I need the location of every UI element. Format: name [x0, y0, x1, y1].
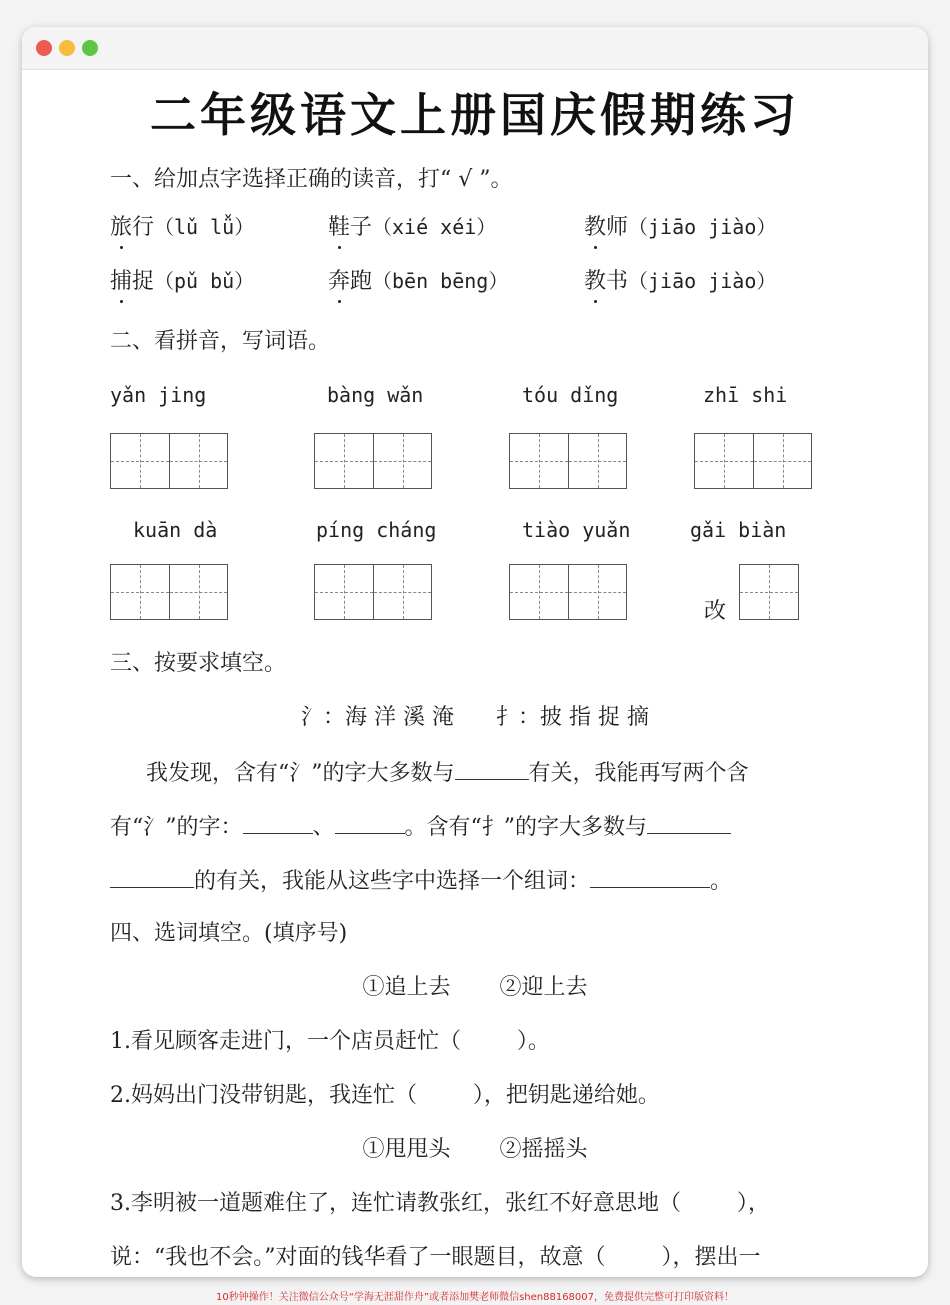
answer-blank[interactable]	[335, 811, 405, 834]
writing-grid[interactable]	[314, 564, 432, 620]
writing-grid[interactable]	[739, 564, 799, 620]
answer-blank[interactable]	[647, 811, 731, 834]
emphasis-dot	[120, 246, 123, 249]
word-options-2: ①甩甩头 ②摇摇头	[362, 1137, 588, 1162]
section4-heading: 四、选词填空。(填序号)	[110, 921, 348, 946]
q1-word: 奔跑	[328, 269, 373, 294]
fill-text: 、	[312, 815, 335, 840]
writing-grid[interactable]	[509, 433, 627, 489]
radical-examples: 氵：海 洋 溪 淹 扌：披 指 捉 摘	[301, 705, 649, 730]
fill-text: 有关，我能再写两个含	[528, 761, 749, 786]
q1-item-1	[110, 213, 254, 243]
writing-grid[interactable]	[694, 433, 812, 489]
q1-item-6	[584, 267, 776, 297]
title-bar	[22, 27, 928, 70]
q1-item-3	[584, 213, 776, 243]
pinyin-label: bàng wǎn	[327, 383, 424, 407]
pinyin-label: yǎn jing	[110, 383, 207, 407]
answer-blank[interactable]	[110, 865, 194, 888]
pinyin-label: tóu dǐng	[522, 383, 619, 407]
section1-heading: 一、给加点字选择正确的读音，打“ √ ”。	[110, 167, 513, 192]
answer-blank[interactable]	[455, 757, 529, 780]
pinyin-label: kuān dà	[133, 518, 218, 542]
emphasis-dot	[594, 300, 597, 303]
fill-text: 有“氵”的字：	[110, 815, 243, 840]
q1-word: 教师	[584, 215, 629, 240]
pinyin-label: tiào yuǎn	[522, 518, 631, 542]
q1-options: （lǔ lǚ）	[154, 215, 255, 239]
q1-word: 旅行	[110, 215, 155, 240]
given-character: 改	[704, 599, 727, 624]
word-options-1: ①追上去 ②迎上去	[362, 975, 588, 1000]
q1-item-4	[110, 267, 254, 297]
writing-grid[interactable]	[110, 564, 228, 620]
promo-footer: 10秒钟操作！关注微信公众号“学海无涯甜作舟”或者添加樊老师微信shen88168007，免费提供完整可打印版资料！	[215, 1292, 735, 1303]
section3-heading: 三、按要求填空。	[110, 651, 287, 676]
pinyin-label: gǎi biàn	[690, 518, 787, 542]
writing-grid[interactable]	[314, 433, 432, 489]
q1-word: 鞋子	[328, 215, 373, 240]
emphasis-dot	[120, 300, 123, 303]
answer-blank[interactable]	[590, 865, 710, 888]
pinyin-label: píng cháng	[316, 518, 437, 542]
page-title: 二年级语文上册国庆假期练习	[150, 88, 800, 142]
question-1: 1.看见顾客走进门，一个店员赶忙（ ）。	[110, 1029, 550, 1054]
fill-text: 我发现，含有“氵”的字大多数与	[146, 761, 455, 786]
fill-line-1	[146, 757, 749, 789]
q1-options: （jiāo jiào）	[628, 215, 777, 239]
fill-line-3	[110, 865, 732, 897]
emphasis-dot	[338, 300, 341, 303]
fill-text: 的有关，我能从这些字中选择一个组词：	[194, 869, 591, 894]
question-2: 2.妈妈出门没带钥匙，我连忙（ ），把钥匙递给她。	[110, 1083, 660, 1108]
writing-grid[interactable]	[110, 433, 228, 489]
fill-text: 。含有“扌”的字大多数与	[404, 815, 648, 840]
writing-grid[interactable]	[509, 564, 627, 620]
emphasis-dot	[338, 246, 341, 249]
q1-word: 捕捉	[110, 269, 155, 294]
q1-options: （jiāo jiào）	[628, 269, 777, 293]
minimize-window-button[interactable]	[59, 40, 75, 56]
q1-item-5	[328, 267, 508, 297]
emphasis-dot	[594, 246, 597, 249]
fill-text: 。	[710, 869, 733, 894]
q1-word: 教书	[584, 269, 629, 294]
answer-blank[interactable]	[243, 811, 313, 834]
q1-item-2	[328, 213, 496, 243]
section2-heading: 二、看拼音，写词语。	[110, 329, 331, 354]
q1-options: （bēn bēng）	[372, 269, 509, 293]
question-3-line-1: 3.李明被一道题难住了，连忙请教张红，张红不好意思地（ ），	[110, 1191, 770, 1216]
fill-line-2	[110, 811, 731, 843]
pinyin-label: zhī shi	[703, 383, 788, 407]
maximize-window-button[interactable]	[82, 40, 98, 56]
q1-options: （pǔ bǔ）	[154, 269, 255, 293]
close-window-button[interactable]	[36, 40, 52, 56]
q1-options: （xié xéi）	[372, 215, 497, 239]
document-window	[22, 27, 928, 1277]
question-3-line-2: 说：“我也不会。”对面的钱华看了一眼题目，故意（ ），摆出一	[110, 1245, 761, 1270]
